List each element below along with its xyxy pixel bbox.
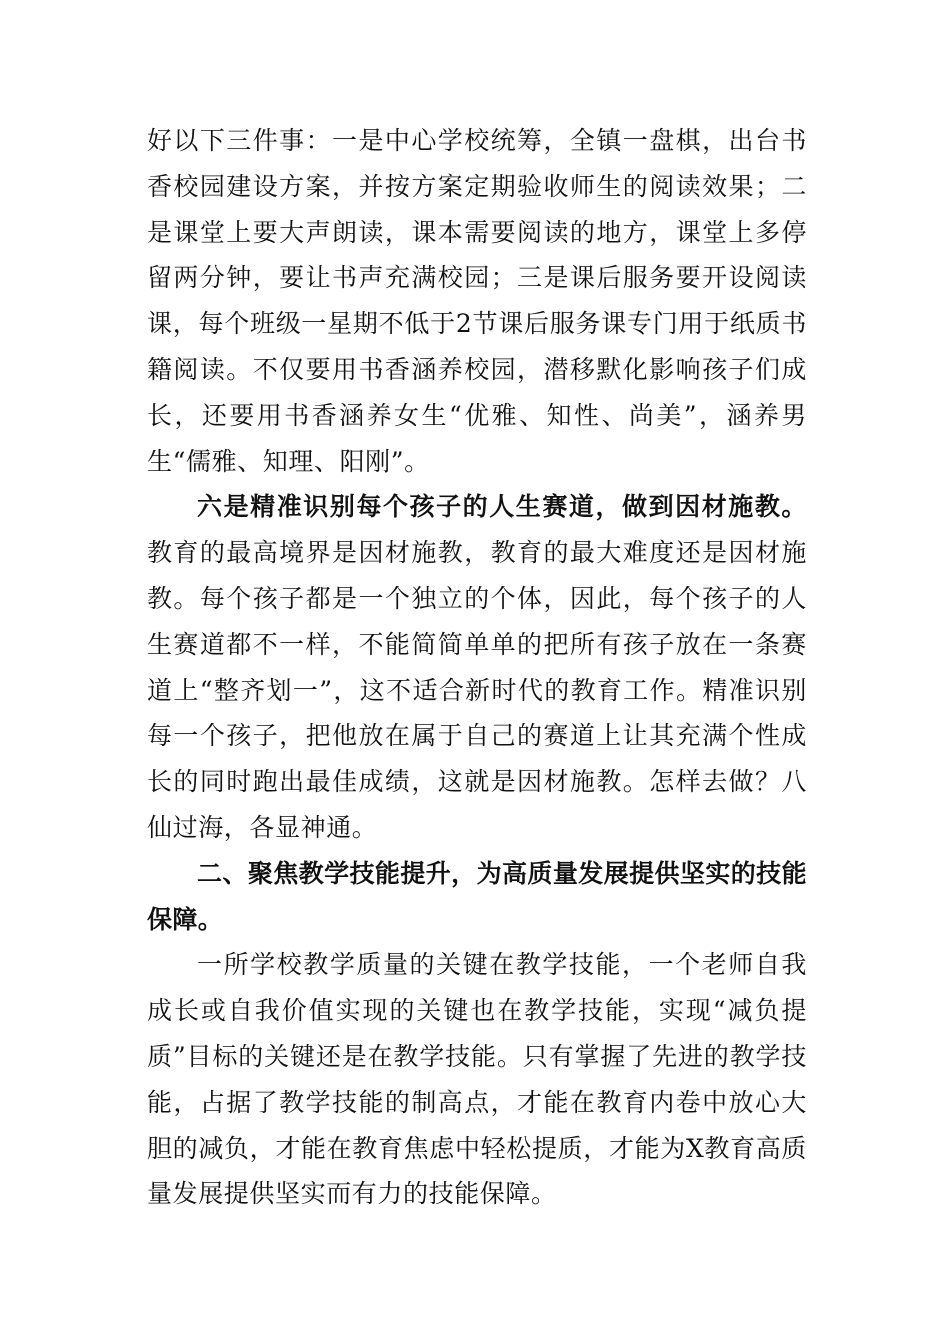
section-two-body: 一所学校教学质量的关键在教学技能，一个老师自我成长或自我价值实现的关键也在教学技能，实现“减负提质”目标的关键还是在教学技能。只有掌握了先进的教学技能，占据了教学技能的制高点，才能在教育内卷中放心大胆的减负，才能在教育焦虑中轻松提质，才能为X教育高质量发展提供坚实而有力的技能保障。: [147, 950, 807, 1209]
document-body: [147, 118, 807, 1217]
section-two-heading: 二、聚焦教学技能提升，为高质量发展提供坚实的技能保障。: [147, 858, 807, 934]
paragraph-point-six: [147, 484, 807, 850]
point-six-body: 教育的最高境界是因材施教，教育的最大难度还是因材施教。每个孩子都是一个独立的个体，因此，每个孩子的人生赛道都不一样，不能简简单单的把所有孩子放在一条赛道上“整齐划一”，这不适合新时代的教育工作。精准识别每一个孩子，把他放在属于自己的赛道上让其充满个性成长的同时跑出最佳成绩，这就是因材施教。怎样去做？八仙过海，各显神通。: [147, 538, 807, 842]
paragraph-reading-tasks: 好以下三件事：一是中心学校统筹，全镇一盘棋，出台书香校园建设方案，并按方案定期验收师生的阅读效果；二是课堂上要大声朗读，课本需要阅读的地方，课堂上多停留两分钟，要让书声充满校园；三是课后服务要开设阅读课，每个班级一星期不低于2节课后服务课专门用于纸质书籍阅读。不仅要用书香涵养校园，潜移默化影响孩子们成长，还要用书香涵养女生“优雅、知性、尚美”，涵养男生“儒雅、知理、阳刚”。: [147, 126, 807, 476]
point-six-title: 六是精准识别每个孩子的人生赛道，做到因材施教。: [197, 492, 807, 522]
